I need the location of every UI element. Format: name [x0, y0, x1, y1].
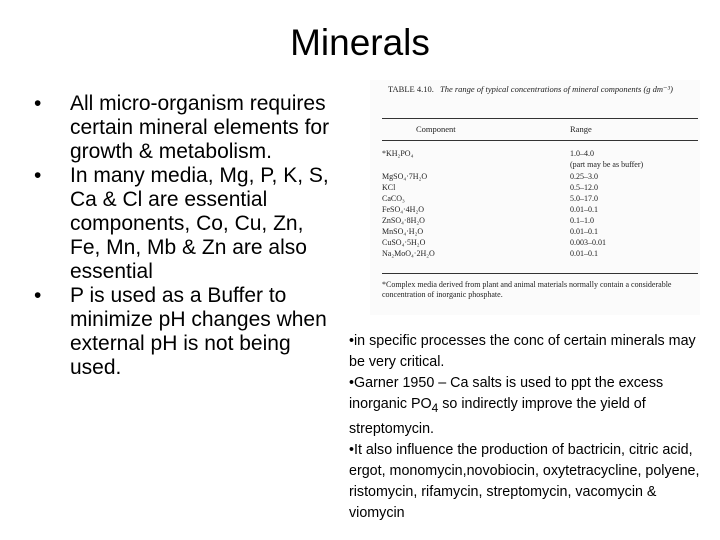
- table-cell-range: 0.5–12.0: [570, 183, 598, 192]
- table-rule-bottom: [382, 273, 698, 274]
- notes-line-text: •Garner 1950 – Ca salts is used to ppt the excess inorganic PO: [349, 375, 664, 412]
- table-cell-range: 0.003–0.01: [570, 238, 606, 247]
- table-cell-range: 0.01–0.1: [570, 227, 598, 236]
- table-rule-top: [382, 118, 698, 119]
- notes-line: [349, 373, 705, 440]
- table-cell-range: 1.0–4.0: [570, 149, 594, 158]
- table-header-component: Component: [416, 124, 456, 134]
- table-cell-range: 0.01–0.1: [570, 205, 598, 214]
- notes-line: •in specific processes the conc of certain minerals may be very critical.: [349, 333, 696, 370]
- bullet-item: • In many media, Mg, P, K, S, Ca & Cl are essential components, Co, Cu, Zn, Fe, Mn, Mb & Zn are also essential: [34, 164, 334, 284]
- bullet-item: • All micro-organism requires certain mineral elements for growth & metabolism.: [34, 92, 334, 164]
- table-cell-component: MnSO₄·H₂O: [382, 227, 424, 236]
- table-caption-label: TABLE 4.10.: [388, 84, 434, 94]
- table-cell-range: 0.25–3.0: [570, 172, 598, 181]
- table-cell-component: FeSO₄·4H₂O: [382, 205, 425, 214]
- bullet-list: [34, 92, 334, 380]
- table-cell-component: CaCO₃: [382, 194, 405, 203]
- notes-text: [349, 331, 705, 524]
- notes-line: •It also influence the production of bactricin, citric acid, ergot, monomycin,novobiocin, oxytetracycline, polyene, ristomycin, rifamycin, streptomycin, vacomycin & viomycin: [349, 441, 700, 521]
- table-caption: [388, 84, 698, 94]
- table-footnote: *Complex media derived from plant and animal materials normally contain a considerable concentration of inorganic phosphate.: [382, 280, 672, 299]
- table-cell-component: *KH₂PO₄: [382, 149, 414, 158]
- notes-subscript: 4: [431, 400, 439, 415]
- table-cell-component: CuSO₄·5H₂O: [382, 238, 426, 247]
- table-cell-range: 0.1–1.0: [570, 216, 594, 225]
- table-cell-component: ZnSO₄·8H₂O: [382, 216, 425, 225]
- table-header-range: Range: [570, 124, 592, 134]
- bullet-item: • P is used as a Buffer to minimize pH changes when external pH is not being used.: [34, 284, 334, 380]
- notes-line-text: so indirectly improve the yield of streptomycin.: [349, 396, 646, 437]
- table-cell-range: 5.0–17.0: [570, 194, 598, 203]
- slide-title: Minerals: [290, 22, 430, 63]
- table-cell-range: 0.01–0.1: [570, 249, 598, 258]
- table-cell-range: (part may be as buffer): [570, 160, 644, 169]
- table-cell-component: Na₂MoO₄·2H₂O: [382, 249, 435, 258]
- table-cell-component: MgSO₄·7H₂O: [382, 172, 428, 181]
- mineral-table-image: [370, 80, 700, 315]
- table-rule-header: [382, 140, 698, 141]
- table-caption-text: The range of typical concentrations of mineral components (g dm⁻³): [439, 84, 673, 94]
- table-cell-component: KCl: [382, 183, 396, 192]
